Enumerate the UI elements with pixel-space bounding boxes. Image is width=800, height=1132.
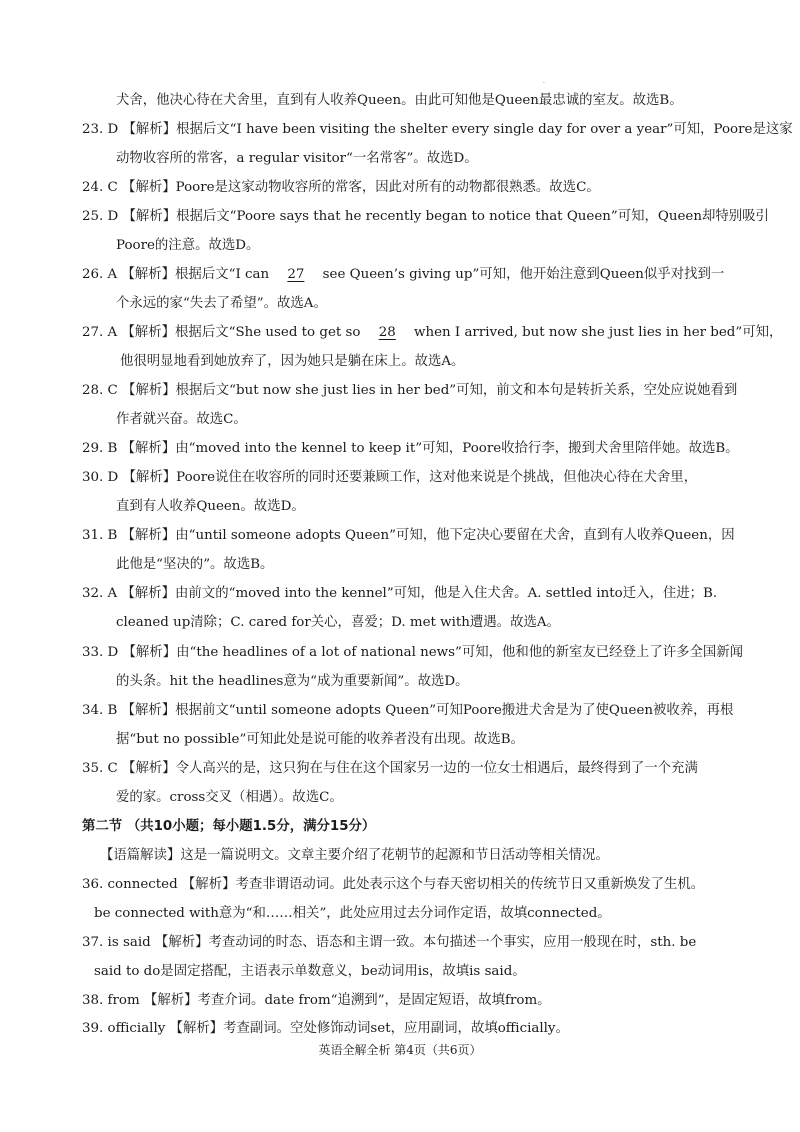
page-footer: 英语全解全析 第4页（共6页） (318, 1043, 482, 1057)
answer-26-line-2: 个永远的家“失去了希望”。故选A。 (116, 296, 327, 311)
answer-31-line-2: 此他是“坚决的”。故选B。 (116, 557, 274, 572)
answer-34-line-2: 据“but no possible”可知此处是说可能的收养者没有出现。故选B。 (116, 732, 524, 747)
text-line: 犬舍，他决心待在犬舍里，直到有人收养Queen。由此可知他是Queen最忠诚的室友。故选B。 (116, 93, 683, 108)
section-heading: 第二节 （共10小题；每小题1.5分，满分15分） (82, 819, 376, 834)
answer-31-line-1: 31. B 【解析】由“until someone adopts Queen”可知，他下定决心要留在犬舍，直到有人收养Queen，因 (82, 528, 735, 543)
answer-38: 38. from 【解析】考查介词。date from“追溯到”，是固定短语，故填from。 (82, 993, 551, 1008)
answer-32-line-2: cleaned up清除；C. cared for关心，喜爱；D. met with遭遇。故选A。 (116, 615, 560, 630)
answer-26-line-1 (82, 266, 724, 284)
answer-25-line-1: 25. D 【解析】根据后文“Poore says that he recently began to notice that Queen”可知，Queen却特别吸引 (82, 209, 769, 224)
answer-37-line-2: said to do是固定搭配，主语表示单数意义，be动词用is，故填is said。 (94, 964, 526, 979)
answer-30-line-2: 直到有人收养Queen。故选D。 (116, 499, 305, 514)
answer-27-text-after: when I arrived, but now she just lies in her bed”可知， (409, 325, 783, 340)
answer-36-line-2: be connected with意为“和……相关”，此处应用过去分词作定语，故填connected。 (94, 906, 611, 921)
answer-35-line-1: 35. C 【解析】令人高兴的是，这只狗在与住在这个国家另一边的一位女士相遇后，最终得到了一个充满 (82, 761, 698, 776)
answer-28-line-2: 作者就兴奋。故选C。 (116, 412, 247, 427)
blank-27: 27 (287, 267, 305, 282)
top-mark: · (543, 80, 545, 87)
answer-36-line-1: 36. connected 【解析】考查非谓语动词。此处表示这个与春天密切相关的传统节日又重新焕发了生机。 (82, 877, 705, 892)
answer-23-line-1: 23. D 【解析】根据后文“I have been visiting the shelter every single day for over a year”可知，Poore是这家 (82, 122, 793, 137)
answer-27-text-before: 27. A 【解析】根据后文“She used to get so (82, 325, 365, 340)
answer-25-line-2: Poore的注意。故选D。 (116, 238, 260, 253)
blank-28: 28 (378, 325, 396, 340)
answer-27-line-2: 他很明显地看到她放弃了，因为她只是躺在床上。故选A。 (120, 354, 465, 369)
answer-28-line-1: 28. C 【解析】根据后文“but now she just lies in her bed”可知，前文和本句是转折关系，空处应说她看到 (82, 383, 738, 398)
answer-23-line-2: 动物收容所的常客，a regular visitor“一名常客”。故选D。 (116, 151, 478, 166)
answer-37-line-1: 37. is said 【解析】考查动词的时态、语态和主谓一致。本句描述一个事实，应用一般现在时，sth. be (82, 935, 697, 950)
answer-26-text-before: 26. A 【解析】根据后文“I can (82, 267, 274, 282)
answer-24: 24. C 【解析】Poore是这家动物收容所的常客，因此对所有的动物都很熟悉。故选C。 (82, 180, 600, 195)
answer-26-text-after: see Queen’s giving up”可知，他开始注意到Queen似乎对找到一 (318, 267, 725, 282)
answer-33-line-1: 33. D 【解析】由“the headlines of a lot of national news”可知，他和他的新室友已经登上了许多全国新闻 (82, 645, 744, 660)
passage-summary: 【语篇解读】这是一篇说明文。文章主要介绍了花朝节的起源和节日活动等相关情况。 (100, 848, 609, 863)
answer-33-line-2: 的头条。hit the headlines意为“成为重要新闻”。故选D。 (116, 674, 469, 689)
answer-29: 29. B 【解析】由“moved into the kennel to keep it”可知，Poore收拾行李，搬到犬舍里陪伴她。故选B。 (82, 441, 739, 456)
answer-35-line-2: 爱的家。cross交叉（相遇）。故选C。 (116, 790, 343, 805)
answer-34-line-1: 34. B 【解析】根据前文“until someone adopts Queen”可知Poore搬进犬舍是为了使Queen被收养，再根 (82, 703, 734, 718)
answer-39: 39. officially 【解析】考查副词。空处修饰动词set，应用副词，故填officially。 (82, 1021, 569, 1036)
answer-30-line-1: 30. D 【解析】Poore说住在收容所的同时还要兼顾工作，这对他来说是个挑战，但他决心待在犬舍里， (82, 470, 698, 485)
answer-27-line-1 (82, 324, 782, 342)
answer-32-line-1: 32. A 【解析】由前文的“moved into the kennel”可知，他是入住犬舍。A. settled into迁入，住进；B. (82, 586, 718, 601)
